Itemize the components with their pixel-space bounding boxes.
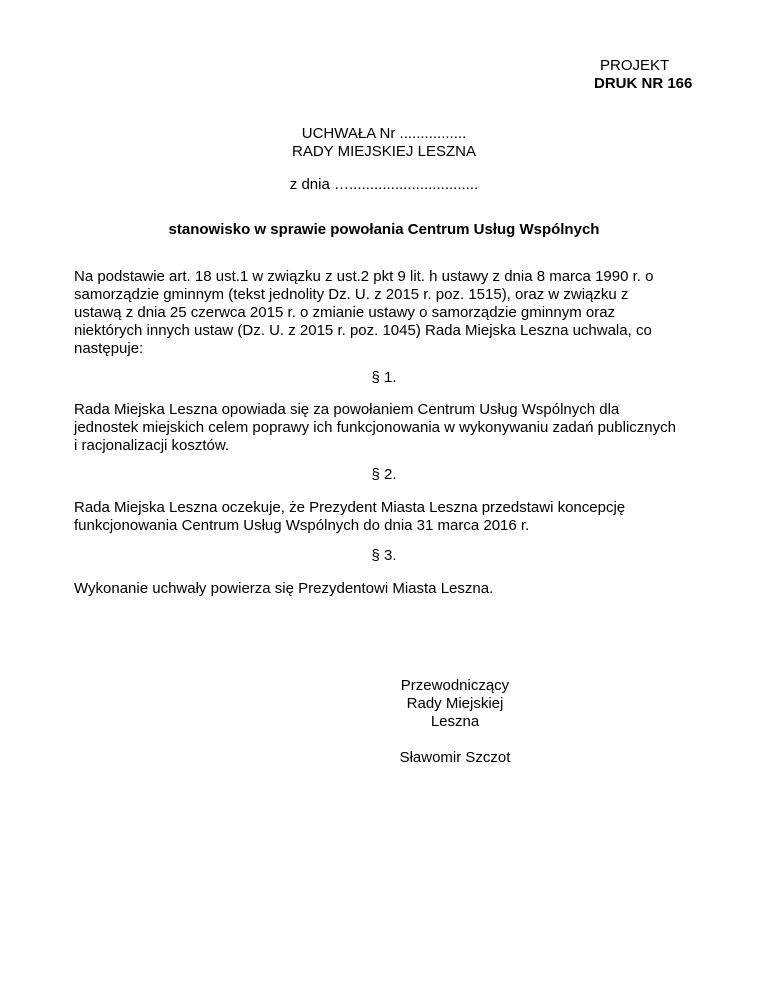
projekt-label: PROJEKT [600, 57, 670, 74]
signature-role-line: Rady Miejskiej [406, 695, 504, 712]
section-line: Wykonanie uchwały powierza się Prezydentowi Miasta Leszna. [74, 580, 494, 597]
resolution-subject: stanowisko w sprawie powołania Centrum Usług Wspólnych [168, 221, 600, 238]
section-1-mark: § 1. [371, 369, 397, 386]
preamble-line: Na podstawie art. 18 ust.1 w związku z ust.2 pkt 9 lit. h ustawy z dnia 8 marca 1990 r. o [74, 268, 654, 285]
section-1-text [74, 401, 700, 455]
section-line: funkcjonowania Centrum Usług Wspólnych do dnia 31 marca 2016 r. [74, 517, 530, 534]
section-line: i racjonalizacji kosztów. [74, 437, 230, 454]
preamble-line: samorządzie gminnym (tekst jednolity Dz. U. z 2015 r. poz. 1515), oraz w związku z [74, 286, 629, 303]
signature-role-line: Przewodniczący [400, 677, 510, 694]
druk-number: DRUK NR 166 [594, 75, 693, 92]
signature-role-line: Leszna [430, 713, 480, 730]
signature-block [380, 677, 530, 767]
resolution-number: UCHWAŁA Nr ................ [301, 125, 467, 142]
resolution-date: z dnia …............................... [289, 176, 479, 193]
section-line: jednostek miejskich celem poprawy ich funkcjonowania w wykonywaniu zadań publicznych [74, 419, 676, 436]
preamble [74, 268, 700, 358]
section-2-text [74, 499, 700, 535]
preamble-line: ustawą z dnia 25 czerwca 2015 r. o zmianie ustawy o samorządzie gminnym oraz [74, 304, 616, 321]
preamble-line: niektórych innych ustaw (Dz. U. z 2015 r. poz. 1045) Rada Miejska Leszna uchwala, co [74, 322, 652, 339]
signature-name: Sławomir Szczot [399, 749, 511, 766]
section-3-text [74, 580, 700, 598]
section-2-mark: § 2. [371, 466, 397, 483]
section-line: Rada Miejska Leszna oczekuje, że Prezydent Miasta Leszna przedstawi koncepcję [74, 499, 626, 516]
preamble-line: następuje: [74, 340, 144, 357]
header-block [560, 57, 700, 93]
council-name: RADY MIEJSKIEJ LESZNA [292, 143, 476, 160]
section-line: Rada Miejska Leszna opowiada się za powołaniem Centrum Usług Wspólnych dla [74, 401, 620, 418]
section-3-mark: § 3. [371, 547, 397, 564]
